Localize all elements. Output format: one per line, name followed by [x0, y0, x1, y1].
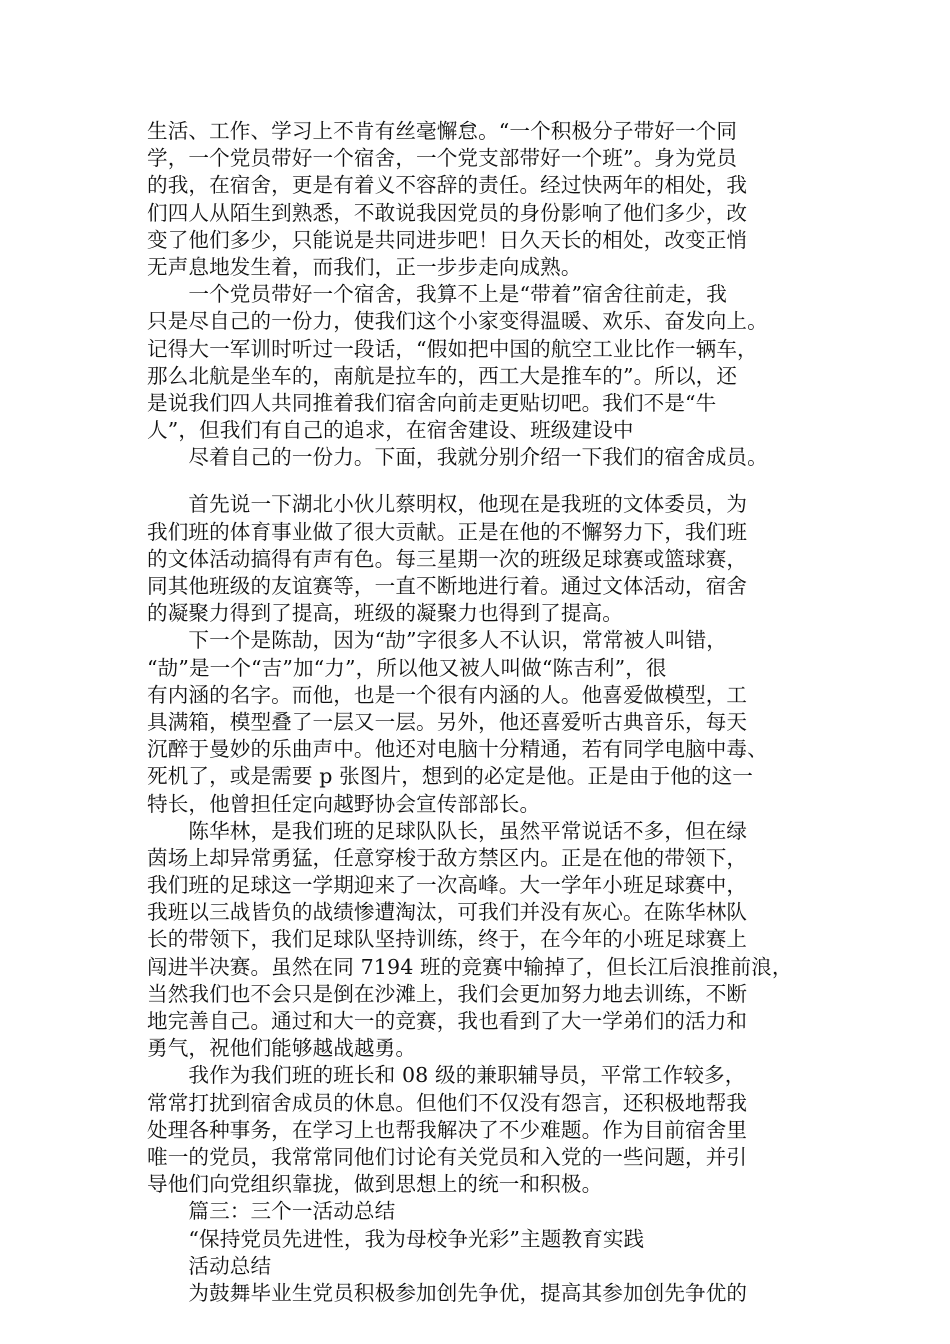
text-line: 无声息地发生着，而我们，正一步步走向成熟。 — [147, 254, 582, 279]
text-line: 是说我们四人共同推着我们宿舍向前走更贴切吧。我们不是“牛 — [147, 390, 717, 415]
text-line: 有内涵的名字。而他，也是一个很有内涵的人。他喜爱做模型，工 — [147, 682, 748, 707]
text-line: 的我，在宿舍，更是有着义不容辞的责任。经过快两年的相处，我 — [147, 173, 748, 198]
text-line: 那么北航是坐车的，南航是拉车的，西工大是推车的”。所以，还 — [147, 363, 738, 388]
body-text — [147, 118, 811, 1307]
text-line: 首先说一下湖北小伙儿蔡明权，他现在是我班的文体委员，为 — [147, 492, 748, 517]
text-line: 我作为我们班的班长和 08 级的兼职辅导员，平常工作较多， — [147, 1063, 746, 1088]
section-heading: 篇三：三个一活动总结 — [147, 1199, 396, 1224]
text-line: 勇气，祝他们能够越战越勇。 — [147, 1036, 417, 1061]
text-line: 我们班的足球这一学期迎来了一次高峰。大一学年小班足球赛中， — [147, 873, 748, 898]
text-line: 茵场上却异常勇猛，任意穿梭于敌方禁区内。正是在他的带领下， — [147, 845, 748, 870]
text-line: 我班以三战皆负的战绩惨遭淘汰，可我们并没有灰心。在陈华林队 — [147, 900, 748, 925]
text-line: 长的带领下，我们足球队坚持训练，终于，在今年的小班足球赛上 — [147, 927, 748, 952]
text-line: 生活、工作、学习上不肯有丝毫懈怠。“一个积极分子带好一个同 — [147, 119, 738, 143]
text-line: 只是尽自己的一份力，使我们这个小家变得温暖、欢乐、奋发向上。 — [147, 309, 768, 334]
section-subtitle: 活动总结 — [147, 1253, 272, 1278]
paragraph-4 — [147, 627, 811, 817]
section-subtitle: “保持党员先进性，我为母校争光彩”主题教育实践 — [147, 1226, 645, 1251]
paragraph-5 — [147, 818, 811, 1063]
text-line: 人”，但我们有自己的追求，在宿舍建设、班级建设中 — [147, 418, 634, 443]
text-line: 的凝聚力得到了提高，班级的凝聚力也得到了提高。 — [147, 601, 623, 626]
paragraph-1 — [147, 118, 811, 281]
text-line: 导他们向党组织靠拢，做到思想上的统一和积极。 — [147, 1172, 603, 1197]
text-line: 学，一个党员带好一个宿舍，一个党支部带好一个班”。身为党员 — [147, 146, 738, 171]
text-line: 唯一的党员，我常常同他们讨论有关党员和入党的一些问题，并引 — [147, 1144, 748, 1169]
text-line: 沉醉于曼妙的乐曲声中。他还对电脑十分精通，若有同学电脑中毒、 — [147, 737, 768, 762]
text-line: 我们班的体育事业做了很大贡献。正是在他的不懈努力下，我们班 — [147, 519, 748, 544]
text-line: 为鼓舞毕业生党员积极参加创先争优，提高其参加创先争优的 — [147, 1280, 748, 1305]
text-line: 常常打扰到宿舍成员的休息。但他们不仅没有怨言，还积极地帮我 — [147, 1090, 748, 1115]
paragraph-spacer — [147, 471, 811, 491]
text-line: 同其他班级的友谊赛等，一直不断地进行着。通过文体活动，宿舍 — [147, 574, 748, 598]
text-line: 们四人从陌生到熟悉，不敢说我因党员的身份影响了他们多少，改 — [147, 200, 748, 225]
text-line: 变了他们多少，只能说是共同进步吧！日久天长的相处，改变正悄 — [147, 227, 748, 252]
text-line: 陈华林，是我们班的足球队队长，虽然平常说话不多，但在绿 — [147, 818, 748, 843]
text-line: “劼”是一个“吉”加“力”，所以他又被人叫做“陈吉利”，很 — [147, 655, 667, 680]
paragraph-7 — [147, 1198, 811, 1307]
text-line: 地完善自己。通过和大一的竞赛，我也看到了大一学弟们的活力和 — [147, 1009, 748, 1033]
text-line: 当然我们也不会只是倒在沙滩上，我们会更加努力地去训练，不断 — [147, 981, 748, 1006]
text-line: 记得大一军训时听过一段话，“假如把中国的航空工业比作一辆车， — [147, 336, 758, 361]
text-line: 的文体活动搞得有声有色。每三星期一次的班级足球赛或篮球赛， — [147, 546, 748, 571]
text-line: 尽着自己的一份力。下面，我就分别介绍一下我们的宿舍成员。 — [147, 445, 768, 470]
text-line: 处理各种事务，在学习上也帮我解决了不少难题。作为目前宿舍里 — [147, 1117, 748, 1142]
text-line: 下一个是陈劼，因为“劼”字很多人不认识，常常被人叫错， — [147, 628, 727, 653]
text-line: 闯进半决赛。虽然在同 7194 班的竞赛中输掉了，但长江后浪推前浪， — [147, 954, 793, 979]
paragraph-3 — [147, 491, 811, 627]
text-line: 特长，他曾担任定向越野协会宣传部部长。 — [147, 791, 541, 816]
text-line: 死机了，或是需要 p 张图片，想到的必定是他。正是由于他的这一 — [147, 764, 753, 789]
text-line: 一个党员带好一个宿舍，我算不上是“带着”宿舍往前走，我 — [147, 282, 727, 307]
paragraph-2 — [147, 281, 811, 471]
paragraph-6 — [147, 1062, 811, 1198]
text-line: 具满箱，模型叠了一层又一层。另外，他还喜爱听古典音乐，每天 — [147, 709, 748, 734]
